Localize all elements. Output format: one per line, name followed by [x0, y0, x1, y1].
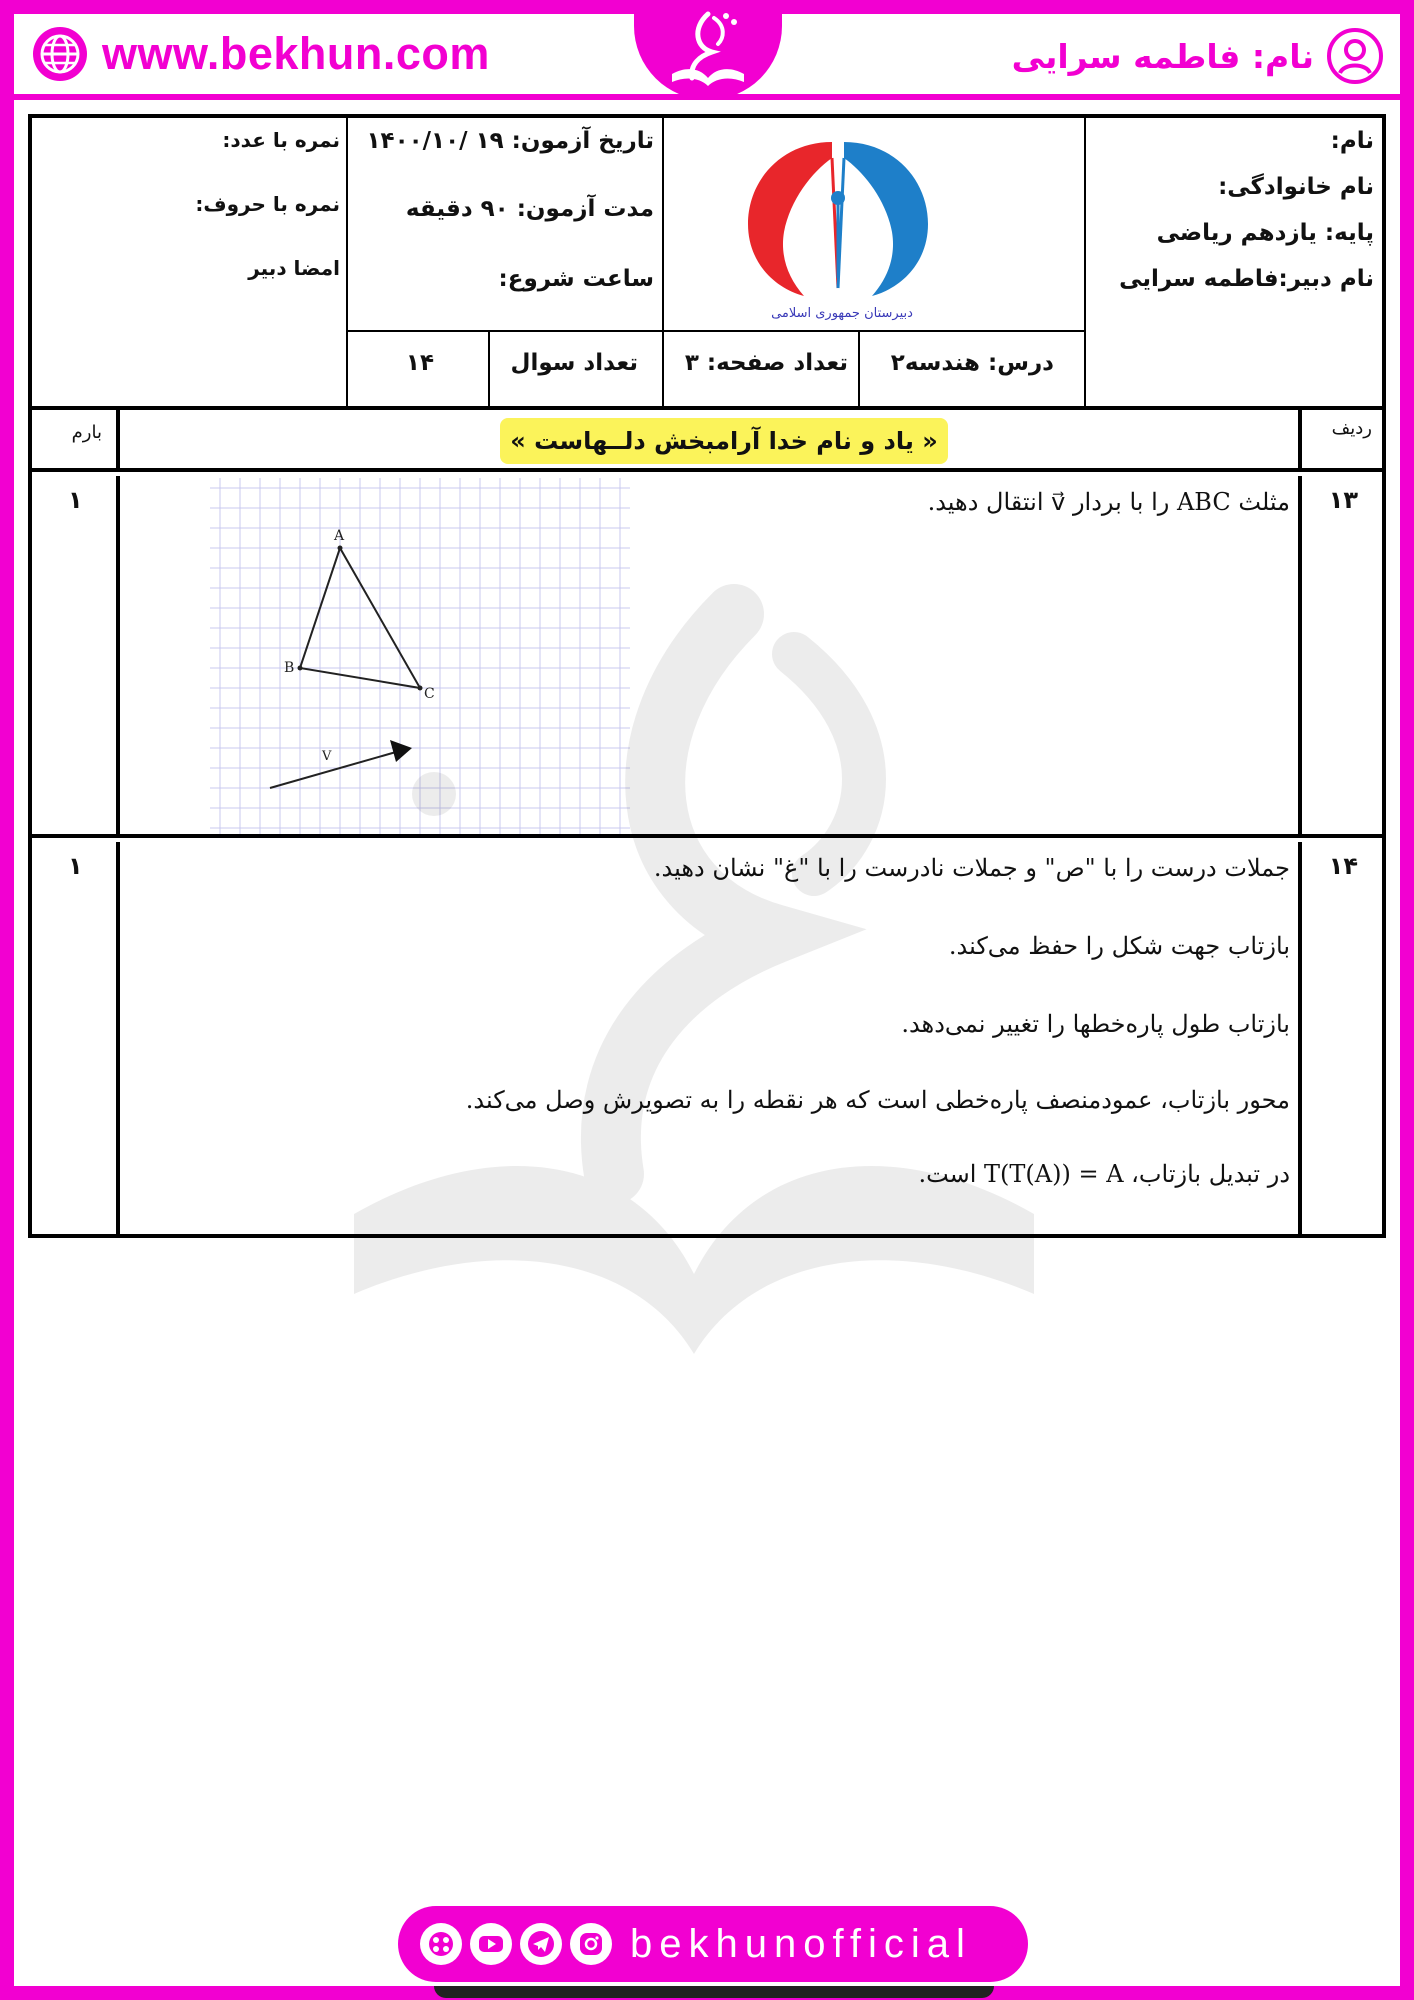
- statement-item: در تبدیل بازتاب، T(T(A)) = A است.: [918, 1160, 1290, 1188]
- exam-duration: مدت آزمون: ۹۰ دقیقه: [405, 196, 654, 222]
- brand-logo-tab: [634, 0, 782, 100]
- student-name-field: نام:: [1330, 128, 1374, 154]
- statement-item: بازتاب جهت شکل را حفظ می‌کند.: [948, 932, 1290, 960]
- question-text: مثلث ABC را با بردار v⃗ انتقال دهید.: [927, 488, 1290, 516]
- family-name-field: نام خانوادگی:: [1218, 174, 1374, 200]
- question-count: ۱۴: [405, 350, 434, 376]
- website-link[interactable]: [32, 28, 490, 80]
- grade-field: پایه: یازدهم ریاضی: [1156, 220, 1374, 246]
- aparat-icon[interactable]: [420, 1923, 462, 1965]
- score-words: نمره با حروف:: [195, 192, 340, 216]
- question-score: ۱: [68, 486, 83, 514]
- question-number: ۱۳: [1328, 486, 1358, 514]
- exam-date: تاریخ آزمون: ۱۹ /۱۴۰۰/۱۰: [366, 128, 654, 154]
- school-logo: [672, 128, 1002, 326]
- teacher-field: نام دبیر:فاطمه سرایی: [1119, 266, 1374, 292]
- school-pen-logo-icon: [672, 128, 1002, 326]
- question-count-label: تعداد سوال: [510, 350, 638, 376]
- row-label: ردیف: [1331, 418, 1372, 439]
- owner-name: [1012, 28, 1384, 84]
- start-time: ساعت شروع:: [498, 266, 654, 292]
- title-text: « یاد و نام خدا آرامبخش دلــهاست »: [510, 427, 938, 455]
- page-count: تعداد صفحه: ۳: [684, 350, 848, 376]
- instagram-icon[interactable]: [570, 1923, 612, 1965]
- score-label: بارم: [71, 422, 102, 443]
- question-score: ۱: [68, 852, 83, 880]
- website-url[interactable]: www.bekhun.com: [102, 28, 490, 79]
- vector-label: V: [322, 749, 332, 764]
- question-number: ۱۴: [1328, 852, 1358, 880]
- footer-shadow: [434, 1986, 994, 1998]
- teacher-signature: امضا دبیر: [248, 256, 340, 280]
- globe-icon: [32, 26, 88, 82]
- telegram-icon[interactable]: [520, 1923, 562, 1965]
- user-avatar-icon: [1326, 27, 1384, 85]
- title-row: [32, 410, 1382, 472]
- statement-item: محور بازتاب، عمودمنصف پاره‌خطی است که هر نقطه را به تصویرش وصل می‌کند.: [465, 1086, 1290, 1114]
- point-a-label: A: [334, 528, 345, 544]
- point-b-label: B: [284, 660, 295, 676]
- school-name: دبیرستان جمهوری اسلامی: [771, 306, 913, 321]
- exam-header: [32, 118, 1382, 410]
- youtube-icon[interactable]: [470, 1923, 512, 1965]
- bekhun-watermark-icon: [314, 574, 1074, 1374]
- statement-item: بازتاب طول پاره‌خطها را تغییر نمی‌دهد.: [901, 1010, 1290, 1038]
- point-c-label: C: [424, 686, 435, 702]
- top-bar: [14, 14, 1400, 100]
- social-handle[interactable]: bekhunofficial: [630, 1921, 972, 1966]
- bekhun-logo-icon: [652, 8, 764, 90]
- social-footer: [398, 1906, 1028, 1982]
- owner-name-text: نام: فاطمه سرایی: [1011, 36, 1314, 76]
- score-number: نمره با عدد:: [222, 128, 340, 152]
- basmala-title: [500, 418, 948, 464]
- subject: درس: هندسه۲: [890, 350, 1054, 376]
- question-text: جملات درست را با "ص" و جملات نادرست را با "غ" نشان دهید.: [653, 854, 1290, 882]
